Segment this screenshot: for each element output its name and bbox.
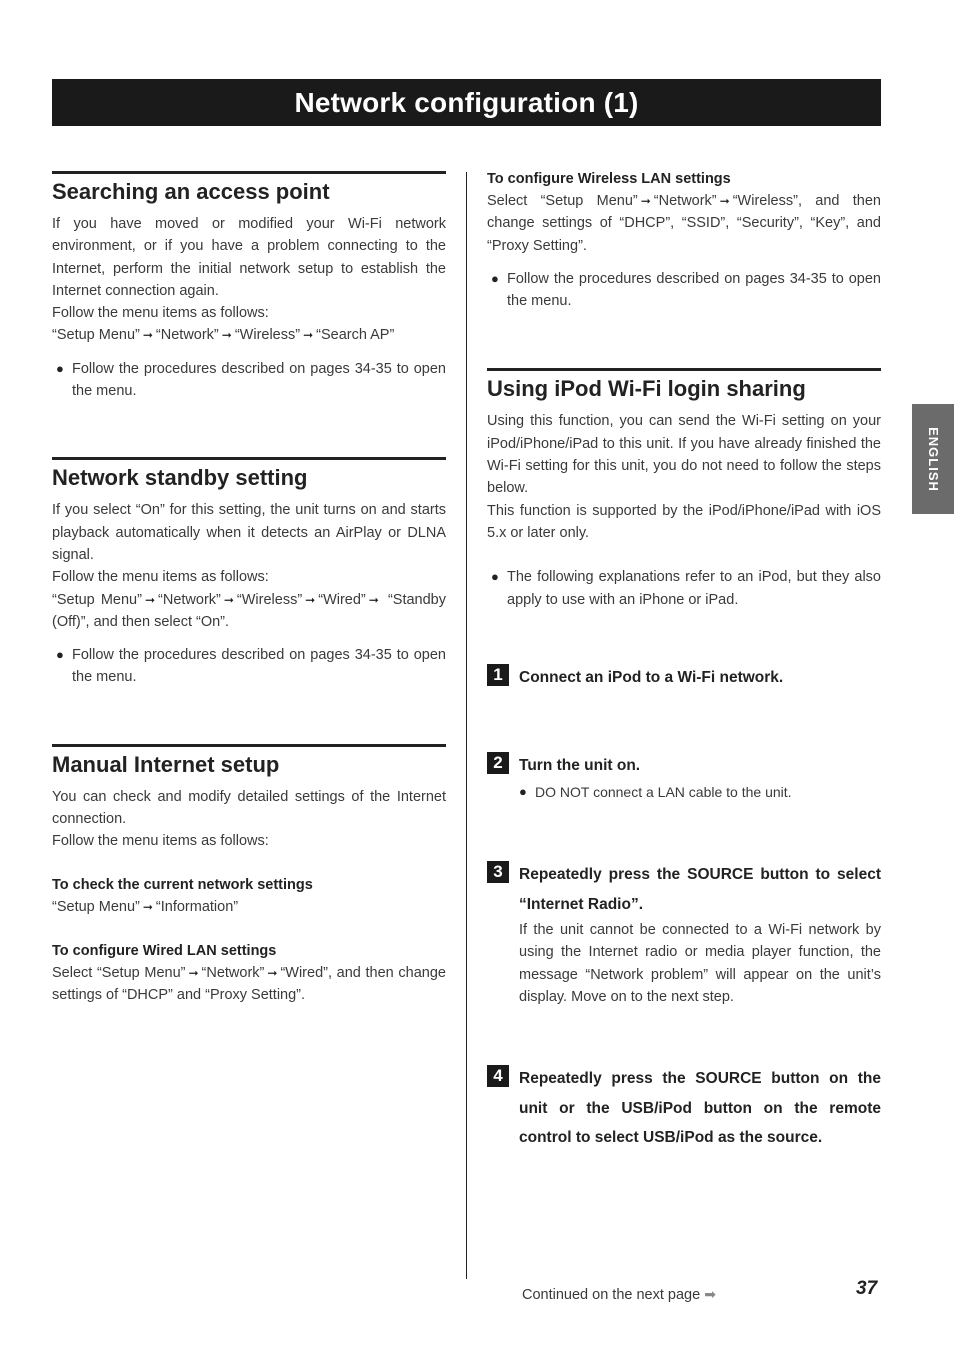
- bullet-dot-icon: ●: [56, 360, 64, 376]
- menu-path: “Setup Menu” ➞ “Network” ➞ “Wireless” ➞ “Search AP”: [52, 327, 395, 344]
- section-heading: Network standby setting: [52, 465, 308, 491]
- bullet-dot-icon: ●: [56, 647, 64, 663]
- step-number: 2: [487, 752, 509, 774]
- arrow-right-icon: ➞: [368, 592, 379, 607]
- bullet-dot-icon: ●: [491, 270, 499, 286]
- paragraph: Follow the menu items as follows:: [52, 833, 269, 850]
- bullet-item: ● Follow the procedures described on pages 34-35 to open the menu.: [56, 358, 446, 403]
- column-divider: [466, 172, 467, 1279]
- bullet-item: ● The following explanations refer to an iPod, but they also apply to use with an iPhone or iPad.: [491, 566, 881, 611]
- section-heading: Searching an access point: [52, 179, 330, 204]
- step-text: Repeatedly press the SOURCE button on the unit or the USB/iPod button on the remote control to select USB/iPod as the source.: [519, 1070, 881, 1147]
- arrow-right-icon: ➞: [142, 899, 153, 914]
- paragraph: If you select “On” for this setting, the unit turns on and starts playback automatically when it detects an AirPlay or DLNA signal.: [52, 502, 446, 563]
- bullet-item: ● DO NOT connect a LAN cable to the unit.: [519, 781, 881, 803]
- arrow-right-icon: ➞: [188, 965, 199, 980]
- left-column: [52, 171, 446, 1007]
- title-bar: [52, 79, 881, 126]
- arrow-right-icon: ➞: [221, 328, 232, 343]
- step-number: 3: [487, 861, 509, 883]
- step-text: Connect an iPod to a Wi-Fi network.: [519, 668, 784, 686]
- arrow-right-icon: ➞: [223, 592, 234, 607]
- arrow-right-icon: ➞: [640, 194, 651, 208]
- step-2: [487, 751, 881, 781]
- step-body: If the unit cannot be connected to a Wi-Fi network by using the Internet radio or media player function, the message “Network problem” will appear on the unit’s display. Move on to the next step.: [519, 922, 881, 1006]
- arrow-right-icon: ➞: [303, 328, 314, 343]
- page-title: Network configuration (1): [294, 86, 639, 118]
- paragraph: Select “Setup Menu” ➞ “Network” ➞ “Wireless”, and then change settings of “DHCP”, “SSID”, “Security”, “Key”, and “Proxy Setting”.: [487, 193, 881, 254]
- arrow-right-icon: ➡: [704, 1286, 716, 1302]
- right-column: [487, 168, 881, 1153]
- bullet-dot-icon: ●: [519, 783, 527, 799]
- section-manual-internet-setup: [52, 744, 446, 1007]
- step-3: [487, 860, 881, 919]
- paragraph: Follow the menu items as follows:: [52, 569, 269, 586]
- subheading: To configure Wireless LAN settings: [487, 171, 731, 187]
- bullet-dot-icon: ●: [491, 569, 499, 585]
- continued-note: Continued on the next page ➡: [522, 1286, 716, 1303]
- step-text: Turn the unit on.: [519, 757, 641, 775]
- arrow-right-icon: ➞: [142, 328, 153, 343]
- section-ipod-wifi-sharing: [487, 368, 881, 610]
- arrow-right-icon: ➞: [144, 592, 156, 607]
- arrow-right-icon: ➞: [305, 592, 316, 607]
- menu-path: “Setup Menu” ➞ “Network” ➞ “Wireless” ➞ “Wired” ➞ “Standby (Off)”, and then select “On”.: [52, 591, 446, 630]
- step-1: [487, 663, 881, 693]
- bullet-item: ● Follow the procedures described on pages 34-35 to open the menu.: [56, 644, 446, 689]
- section-heading: Using iPod Wi-Fi login sharing: [487, 376, 806, 402]
- paragraph: Select “Setup Menu” ➞ “Network” ➞ “Wired”, and then change settings of “DHCP” and “Proxy Setting”.: [52, 964, 446, 1004]
- paragraph: This function is supported by the iPod/iPhone/iPad with iOS 5.x or later only.: [487, 502, 881, 541]
- step-number: 4: [487, 1065, 509, 1087]
- step-text: Repeatedly press the SOURCE button to select “Internet Radio”.: [519, 866, 881, 913]
- bullet-item: ● Follow the procedures described on pages 34-35 to open the menu.: [491, 268, 881, 313]
- page-number: 37: [856, 1278, 878, 1299]
- subheading: To configure Wired LAN settings: [52, 942, 277, 959]
- step-number: 1: [487, 664, 509, 686]
- paragraph: Using this function, you can send the Wi-Fi setting on your iPod/iPhone/iPad to this unit. If you have already finished the Wi-Fi setting for this unit, you do not need to follow the steps below.: [487, 413, 881, 497]
- section-network-standby: [52, 457, 446, 688]
- menu-path: “Setup Menu” ➞ “Information”: [52, 898, 239, 915]
- section-searching-access-point: [52, 171, 446, 402]
- arrow-right-icon: ➞: [719, 194, 730, 208]
- paragraph: If you have moved or modified your Wi-Fi network environment, or if you have a problem connecting to the Internet, perform the initial network setup to establish the Internet connection again.: [52, 216, 446, 299]
- paragraph: You can check and modify detailed settings of the Internet connection.: [52, 788, 446, 828]
- language-tab-label: ENGLISH: [925, 426, 941, 492]
- section-heading: Manual Internet setup: [52, 751, 280, 777]
- language-tab: [912, 404, 954, 514]
- section-wireless-lan: [487, 168, 881, 312]
- paragraph: Follow the menu items as follows:: [52, 305, 269, 322]
- step-4: [487, 1064, 881, 1153]
- arrow-right-icon: ➞: [267, 965, 278, 980]
- subheading: To check the current network settings: [52, 876, 313, 893]
